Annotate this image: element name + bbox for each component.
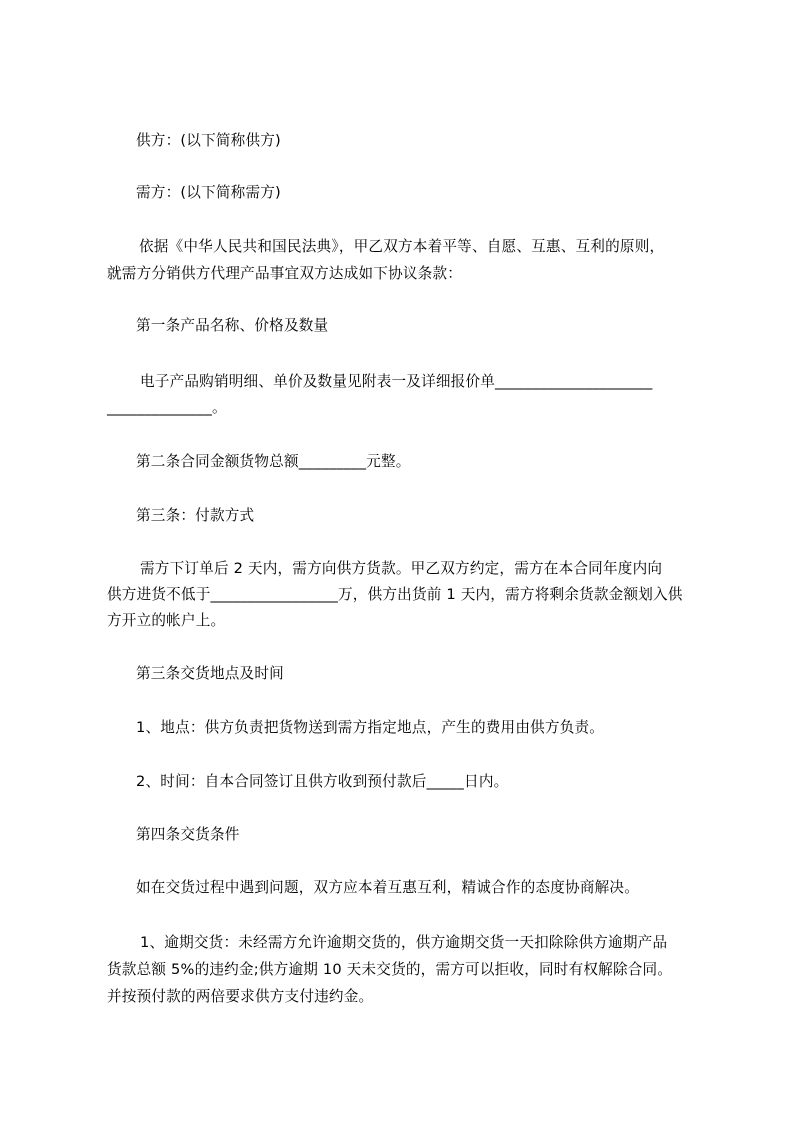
- delivery-heading: 第三条交货地点及时间: [136, 665, 284, 682]
- article-1-text-line-2: ______________。: [107, 399, 227, 416]
- article-1-heading: 第一条产品名称、价格及数量: [136, 317, 329, 334]
- supplier-line: 供方：(以下简称供方): [136, 132, 281, 149]
- payment-text-line-2: 供方进货不低于_________________万，供方出货前 1 天内，需方将剩余货款金额划入供: [107, 586, 683, 603]
- payment-text-line-3: 方开立的帐户上。: [107, 612, 226, 629]
- preamble-line-1: 依据《中华人民共和国民法典》，甲乙双方本着平等、自愿、互惠、互利的原则，: [139, 238, 665, 255]
- late-delivery-line-2: 货款总额 5%的违约金;供方逾期 10 天未交货的，需方可以拒收，同时有权解除合同。: [107, 961, 673, 978]
- payment-text-line-1: 需方下订单后 2 天内，需方向供方货款。甲乙双方约定，需方在本合同年度内向: [140, 560, 663, 577]
- article-2-text: 第二条合同金额货物总额_________元整。: [136, 453, 411, 470]
- article-4-heading: 第四条交货条件: [136, 826, 240, 843]
- late-delivery-line-3: 并按预付款的两倍要求供方支付违约金。: [107, 988, 374, 1005]
- preamble-line-2: 就需方分销供方代理产品事宜双方达成如下协议条款：: [107, 265, 463, 282]
- article-1-text-line-1: 电子产品购销明细、单价及数量见附表一及详细报价单_____________________: [140, 373, 653, 390]
- delivery-location: 1、地点：供方负责把货物送到需方指定地点，产生的费用由供方负责。: [136, 719, 605, 736]
- delivery-time: 2、时间：自本合同签订且供方收到预付款后_____日内。: [136, 773, 509, 790]
- article-4-text: 如在交货过程中遇到问题，双方应本着互惠互利，精诚合作的态度协商解决。: [136, 879, 639, 896]
- late-delivery-line-1: 1、逾期交货：未经需方允许逾期交货的，供方逾期交货一天扣除除供方逾期产品: [140, 934, 668, 951]
- article-3-heading: 第三条：付款方式: [136, 507, 255, 524]
- buyer-line: 需方：(以下简称需方): [136, 184, 281, 201]
